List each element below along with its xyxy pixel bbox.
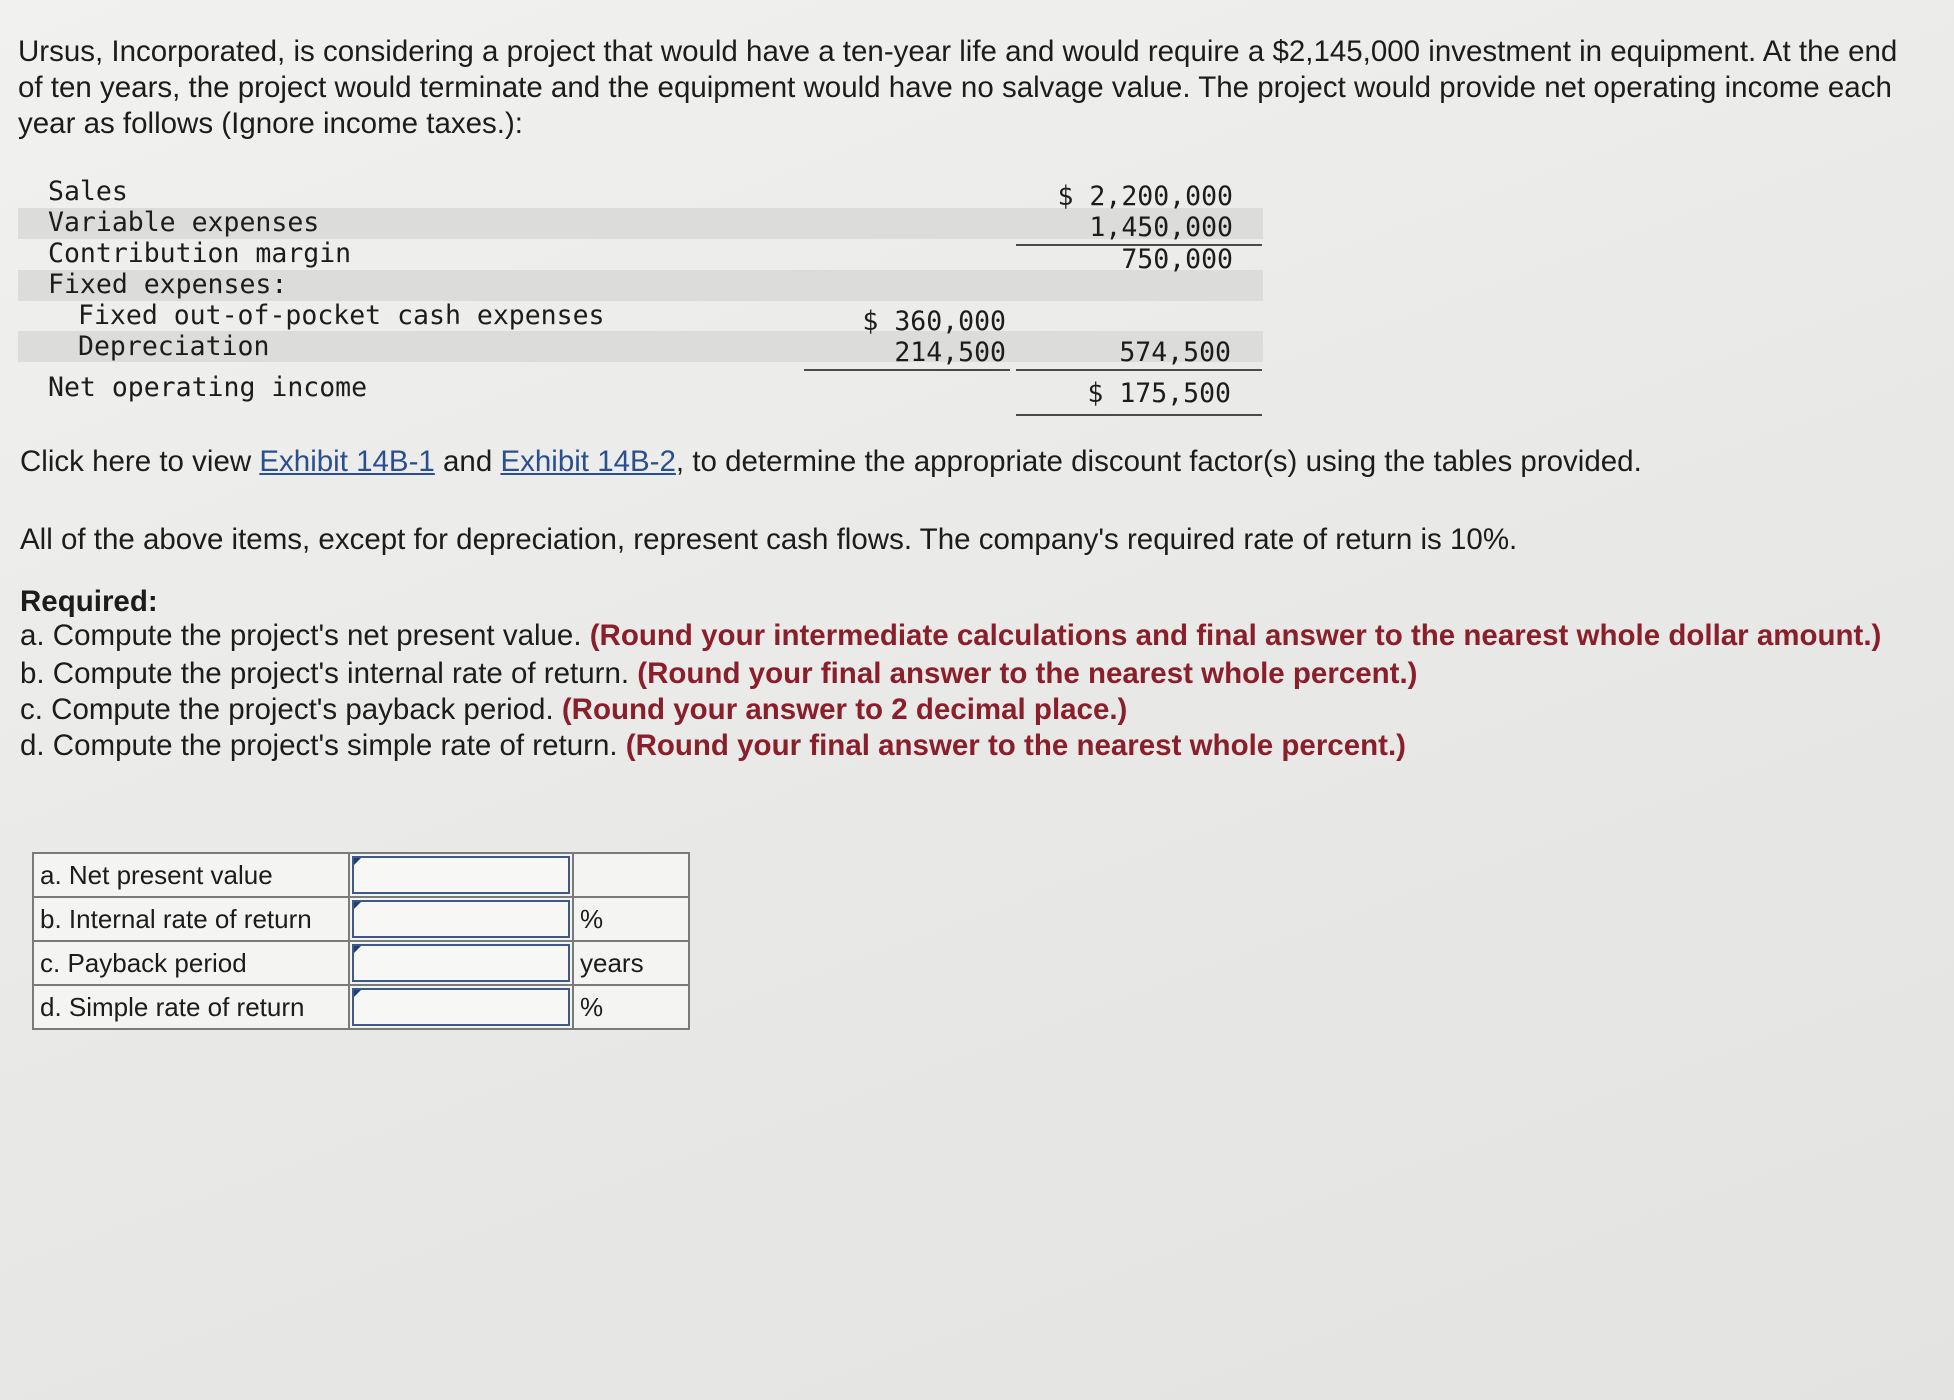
contribution-margin-label: Contribution margin bbox=[48, 238, 352, 269]
fixed-expenses-total: 574,500 bbox=[1119, 337, 1231, 368]
requirement-a: a. Compute the project's net present value. (Round your intermediate calculations and final answer to the nearest whole dollar amount.) bbox=[20, 619, 1882, 652]
contribution-margin-value: 750,000 bbox=[1121, 244, 1233, 275]
exhibit-14b-2-link[interactable]: Exhibit 14B-2 bbox=[500, 445, 676, 478]
answer-label: d. Simple rate of return bbox=[33, 985, 349, 1029]
depreciation-value: 214,500 bbox=[894, 337, 1006, 368]
answer-label: b. Internal rate of return bbox=[33, 897, 349, 941]
answer-label: a. Net present value bbox=[33, 853, 349, 897]
net-operating-income-value: $ 175,500 bbox=[1087, 378, 1231, 409]
exhibit-14b-1-link[interactable]: Exhibit 14B-1 bbox=[259, 445, 435, 478]
required-title: Required: bbox=[20, 585, 158, 618]
answer-unit: % bbox=[573, 897, 689, 941]
sales-value: $ 2,200,000 bbox=[1057, 181, 1233, 212]
variable-expenses-value: 1,450,000 bbox=[1089, 212, 1233, 243]
problem-intro: Ursus, Incorporated, is considering a project that would have a ten-year life and would require a $2,145,000 investment in equipment. At the end of ten years, the project would terminate and the equipment would have no salvage value. The project would provide net operating income each year as follows (Ignore income taxes.): bbox=[18, 35, 1898, 140]
cash-flow-note: All of the above items, except for depreciation, represent cash flows. The company's required rate of return is 10%. bbox=[20, 523, 1518, 556]
payback-input[interactable] bbox=[354, 946, 568, 980]
cash-expenses-label: Fixed out-of-pocket cash expenses bbox=[78, 300, 605, 331]
required-section bbox=[20, 584, 1920, 764]
total-rule bbox=[1016, 414, 1262, 416]
requirement-d: d. Compute the project's simple rate of return. (Round your final answer to the nearest whole percent.) bbox=[20, 729, 1406, 762]
answer-unit bbox=[573, 853, 689, 897]
sales-label: Sales bbox=[48, 176, 128, 207]
answer-row-payback bbox=[33, 941, 689, 985]
answer-row-npv bbox=[33, 853, 689, 897]
answer-row-irr bbox=[33, 897, 689, 941]
subtotal-rule bbox=[1016, 369, 1262, 371]
variable-expenses-label: Variable expenses bbox=[48, 207, 320, 238]
npv-input[interactable] bbox=[354, 858, 568, 892]
exhibit-instructions: Click here to view Exhibit 14B-1 and Exhibit 14B-2, to determine the appropriate discount factor(s) using the tables provided. bbox=[20, 445, 1642, 478]
fixed-expenses-label: Fixed expenses: bbox=[48, 269, 288, 300]
answer-unit: years bbox=[573, 941, 689, 985]
subtotal-rule bbox=[804, 369, 1010, 371]
irr-input[interactable] bbox=[354, 902, 568, 936]
answer-table bbox=[32, 852, 690, 1030]
answer-label: c. Payback period bbox=[33, 941, 349, 985]
requirement-b: b. Compute the project's internal rate of return. (Round your final answer to the nearest whole percent.) bbox=[20, 657, 1418, 690]
cash-expenses-value: $ 360,000 bbox=[862, 306, 1006, 337]
answer-unit: % bbox=[573, 985, 689, 1029]
requirement-c: c. Compute the project's payback period. (Round your answer to 2 decimal place.) bbox=[20, 693, 1128, 726]
net-operating-income-label: Net operating income bbox=[48, 372, 368, 403]
depreciation-label: Depreciation bbox=[78, 331, 270, 362]
answer-row-simple-rate bbox=[33, 985, 689, 1029]
simple-rate-input[interactable] bbox=[354, 990, 568, 1024]
